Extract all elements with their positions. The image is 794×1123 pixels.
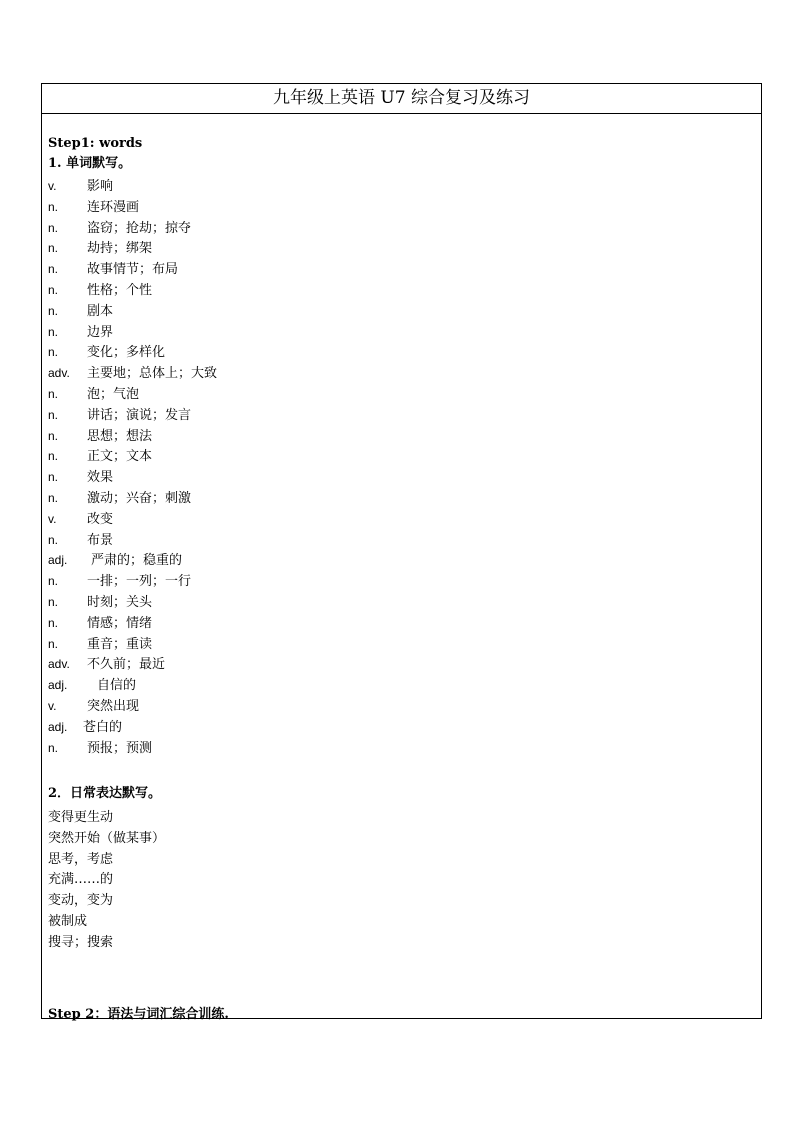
step2-heading: Step 2：语法与词汇综合训练. <box>48 1007 229 1022</box>
word-meaning: 改变 <box>87 511 114 527</box>
word-part-of-speech: n. <box>48 303 59 318</box>
word-meaning: 正文；文本 <box>87 449 153 465</box>
word-part-of-speech: n. <box>48 262 59 277</box>
word-meaning: 边界 <box>87 324 114 340</box>
word-meaning: 重音；重读 <box>87 636 153 652</box>
word-item <box>48 675 217 696</box>
word-meaning: 布景 <box>87 532 114 548</box>
word-meaning: 突然出现 <box>87 698 140 714</box>
word-meaning: 变化；多样化 <box>87 345 166 361</box>
word-item <box>48 717 217 738</box>
word-part-of-speech: n. <box>48 490 59 505</box>
page-title: 九年级上英语 U7 综合复习及练习 <box>42 84 761 114</box>
word-meaning: 故事情节；布局 <box>87 262 179 278</box>
word-item <box>48 592 217 613</box>
word-part-of-speech: adj. <box>48 678 68 693</box>
word-item <box>48 467 217 488</box>
word-meaning: 主要地；总体上；大致 <box>87 366 218 382</box>
phrase-item: 被制成 <box>48 913 88 929</box>
word-part-of-speech: n. <box>48 386 59 401</box>
word-item <box>48 405 217 426</box>
section2-heading: 2．日常表达默写。 <box>48 786 162 801</box>
word-part-of-speech: n. <box>48 324 59 339</box>
phrase-list <box>48 808 165 954</box>
phrase-item: 思考，考虑 <box>48 851 114 867</box>
phrase-item: 变得更生动 <box>48 810 114 825</box>
word-part-of-speech: n. <box>48 345 59 360</box>
word-part-of-speech: n. <box>48 574 59 589</box>
word-part-of-speech: n. <box>48 532 59 547</box>
word-meaning: 预报；预测 <box>87 740 153 756</box>
word-part-of-speech: n. <box>48 615 59 630</box>
phrase-item: 突然开始（做某事） <box>48 830 166 846</box>
word-meaning: 连环漫画 <box>87 199 140 215</box>
word-item <box>48 613 217 634</box>
word-part-of-speech: v. <box>48 511 57 526</box>
word-meaning: 思想；想法 <box>87 428 153 444</box>
word-item <box>48 384 217 405</box>
word-item <box>48 738 217 759</box>
word-part-of-speech: adv. <box>48 657 70 672</box>
word-meaning: 激动；兴奋；刺激 <box>87 490 192 506</box>
word-item <box>48 426 217 447</box>
word-item <box>48 322 217 343</box>
word-meaning: 情感；情绪 <box>87 615 153 631</box>
word-meaning: 效果 <box>87 470 114 486</box>
word-item <box>48 342 217 363</box>
word-item <box>48 301 217 322</box>
word-meaning: 不久前；最近 <box>87 657 166 673</box>
word-part-of-speech: n. <box>48 199 59 214</box>
phrase-item: 变动，变为 <box>48 893 114 909</box>
word-meaning: 时刻；关头 <box>87 594 153 610</box>
word-meaning: 泡；气泡 <box>87 386 140 402</box>
word-part-of-speech: n. <box>48 470 59 485</box>
word-item <box>48 363 217 384</box>
word-list <box>48 176 217 758</box>
word-part-of-speech: n. <box>48 241 59 256</box>
word-meaning: 盗窃；抢劫；掠夺 <box>87 220 192 236</box>
worksheet-table <box>41 83 762 1022</box>
word-item <box>48 634 217 655</box>
word-part-of-speech: n. <box>48 449 59 464</box>
word-part-of-speech: n. <box>48 282 59 297</box>
word-item <box>48 446 217 467</box>
word-part-of-speech: adj. <box>48 719 68 734</box>
word-meaning: 性格；个性 <box>87 282 153 298</box>
phrase-item: 充满……的 <box>48 872 114 888</box>
word-meaning: 苍白的 <box>83 719 123 735</box>
word-part-of-speech: v. <box>48 179 57 193</box>
word-item <box>48 238 217 259</box>
word-item <box>48 571 217 592</box>
word-meaning: 讲话；演说；发言 <box>87 407 192 423</box>
word-item <box>48 530 217 551</box>
word-meaning: 劫持；绑架 <box>87 241 153 257</box>
word-meaning: 自信的 <box>97 678 137 694</box>
word-meaning: 一排；一列；一行 <box>87 574 192 590</box>
section1-heading: 1. 单词默写。 <box>48 156 132 171</box>
step1-heading: Step1: words <box>48 136 143 151</box>
word-part-of-speech: adv. <box>48 366 70 381</box>
word-part-of-speech: n. <box>48 636 59 651</box>
word-item <box>48 197 217 218</box>
word-part-of-speech: n. <box>48 220 59 235</box>
word-item <box>48 696 217 717</box>
word-item <box>48 280 217 301</box>
word-part-of-speech: n. <box>48 407 59 422</box>
word-part-of-speech: adj. <box>48 553 68 568</box>
word-item <box>48 550 217 571</box>
word-item <box>48 176 217 197</box>
word-item <box>48 218 217 239</box>
word-meaning: 严肃的；稳重的 <box>91 553 183 569</box>
word-item <box>48 488 217 509</box>
word-item <box>48 259 217 280</box>
word-part-of-speech: v. <box>48 698 57 713</box>
word-item <box>48 509 217 530</box>
word-meaning: 剧本 <box>87 303 114 319</box>
word-item <box>48 654 217 675</box>
phrase-item: 搜寻；搜索 <box>48 934 114 950</box>
word-part-of-speech: n. <box>48 594 59 609</box>
word-part-of-speech: n. <box>48 428 59 443</box>
word-part-of-speech: n. <box>48 740 59 755</box>
word-meaning: 影响 <box>87 179 114 194</box>
